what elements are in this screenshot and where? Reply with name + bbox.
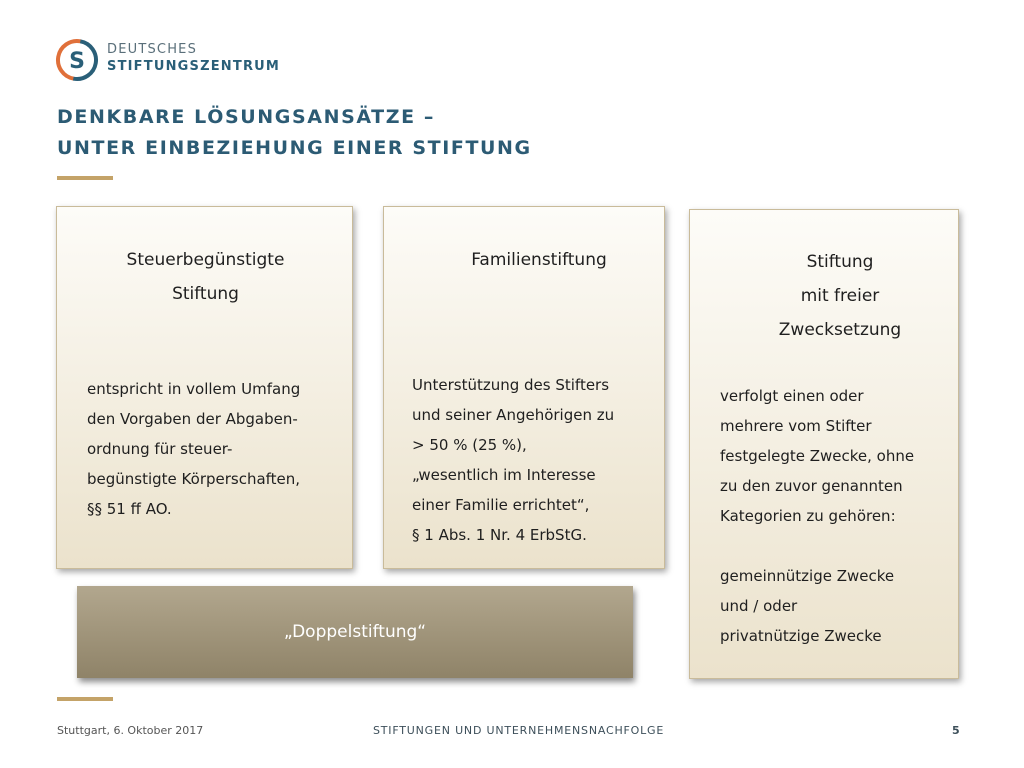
card-body-line: und / oder [720,597,798,615]
card-familienstiftung [383,206,665,569]
card-body-line: entspricht in vollem Umfang [87,380,301,398]
logo-mark-icon [55,38,99,82]
card-body-line: §§ 51 ff AO. [87,500,172,518]
card-heading-line: Stiftung [172,284,239,304]
card-body-line: Kategorien zu gehören: [720,507,896,525]
card-heading-line: Stiftung [806,252,874,272]
card-body-line: und seiner Angehörigen zu [412,406,615,424]
doppelstiftung-label: „Doppelstiftung“ [283,622,427,642]
footer-date: Stuttgart, 6. Oktober 2017 [57,724,204,737]
card-heading [690,245,990,347]
card-body-line: festgelegte Zwecke, ohne [720,447,915,465]
card-body-line: ordnung für steuer- [87,440,233,458]
card-heading-line: Familienstiftung [471,250,607,270]
card-body-line: begünstigte Körperschaften, [87,470,301,488]
slide-title-line1: DENKBARE LÖSUNGSANSÄTZE – [57,106,436,128]
logo-mark-letter: S [69,49,85,74]
card-body-line: „wesentlich im Interesse [412,466,596,484]
card-body [412,370,664,550]
card-body-line: einer Familie errichtet“, [412,496,590,514]
card-body-line: den Vorgaben der Abgaben- [87,410,298,428]
card-heading [57,243,354,311]
slide-title [57,102,532,164]
card-body-line: privatnützige Zwecke [720,627,882,645]
card-body-spacer [720,531,958,561]
title-accent-bar [57,176,113,180]
card-heading-line: Steuerbegünstigte [126,250,285,270]
card-heading-line: mit freier [800,286,880,306]
card-body-line: mehrere vom Stifter [720,417,872,435]
card-body [720,381,958,651]
card-body-line: verfolgt einen oder [720,387,864,405]
card-body-line: gemeinnützige Zwecke [720,567,895,585]
footer-accent-bar [57,697,113,701]
card-heading-line: Zwecksetzung [778,320,902,340]
card-body-line: § 1 Abs. 1 Nr. 4 ErbStG. [412,526,587,544]
doppelstiftung-banner [77,586,633,678]
card-body-line: > 50 % (25 %), [412,436,527,454]
logo-line1: DEUTSCHES [107,42,198,57]
card-body-line: Unterstützung des Stifters [412,376,610,394]
slide-title-line2: UNTER EINBEZIEHUNG EINER STIFTUNG [57,137,532,159]
page-number: 5 [952,724,960,737]
card-body-line: zu den zuvor genannten [720,477,903,495]
card-heading [384,243,694,277]
logo [55,38,315,84]
card-stiftung-freie-zwecksetzung [689,209,959,679]
card-body [87,374,349,524]
card-steuerbeguenstigte-stiftung [56,206,353,569]
footer-topic: STIFTUNGEN UND UNTERNEHMENSNACHFOLGE [373,724,665,737]
logo-line2: STIFTUNGSZENTRUM [107,59,281,74]
